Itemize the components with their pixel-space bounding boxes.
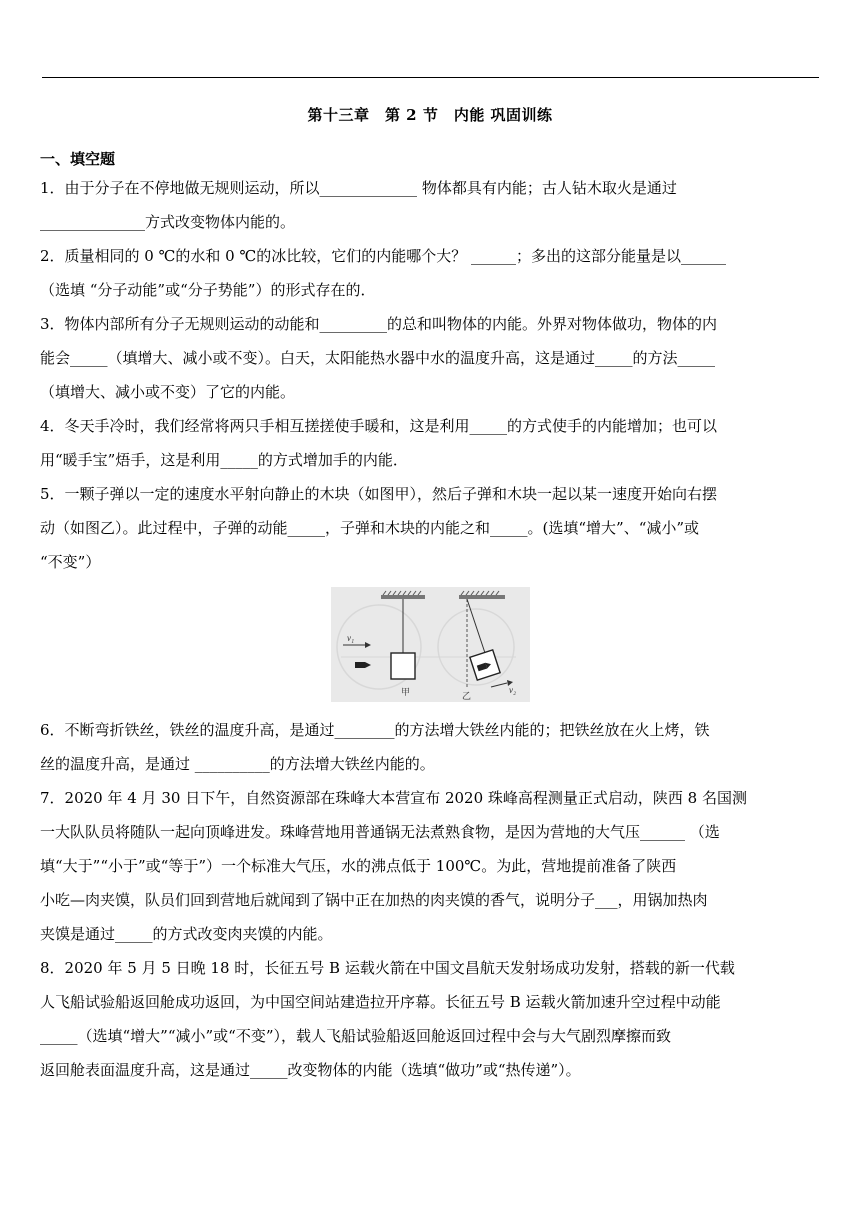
right-caption: 乙 <box>462 691 472 701</box>
text-line: 3．物体内部所有分子无规则运动的动能和_________的总和叫物体的内能。外界对物体做功，物体的内 <box>40 315 718 333</box>
page-title: 第十三章 第 2 节 内能 巩固训练 <box>307 106 553 124</box>
v1-label: v₁ <box>347 633 355 643</box>
text-line: 填“大于”“小于”或“等于”）一个标准大气压，水的沸点低于 100℃。为此，营地提前准备了陕西 <box>40 857 677 875</box>
text-line: _____（选填“增大”“减小”或“不变”），载人飞船试验船返回舱返回过程中会与大气剧烈摩擦而致 <box>40 1027 672 1045</box>
text-line: 动（如图乙）。此过程中，子弹的动能_____，子弹和木块的内能之和_____。(选填“增大”、“减小”或 <box>40 519 700 537</box>
text-line: 7．2020 年 4 月 30 日下午，自然资源部在珠峰大本营宣布 2020 珠峰高程测量正式启动，陕西 8 名国测 <box>40 789 747 807</box>
text-line: 人飞船试验船返回舱成功返回，为中国空间站建造拉开序幕。长征五号 B 运载火箭加速升空过程中动能 <box>40 993 721 1011</box>
left-caption: 甲 <box>401 687 411 697</box>
text-line: 1．由于分子在不停地做无规则运动，所以_____________ 物体都具有内能；古人钻木取火是通过 <box>40 179 677 197</box>
v2-label: v₂ <box>509 685 517 695</box>
pendulum-figure <box>331 587 530 702</box>
text-line: 小吃—肉夹馍，队员们回到营地后就闻到了锅中正在加热的肉夹馍的香气，说明分子___，用锅加热肉 <box>40 891 708 909</box>
text-line: 能会_____（填增大、减小或不变）。白天，太阳能热水器中水的温度升高，这是通过_____的方法_____ <box>40 349 716 367</box>
text-line: 夹馍是通过_____的方式改变肉夹馍的内能。 <box>40 925 333 943</box>
text-line: 2．质量相同的 0 ℃的水和 0 ℃的冰比较，它们的内能哪个大？ ______；多出的这部分能量是以______ <box>40 247 727 265</box>
text-line: 返回舱表面温度升高，这是通过_____改变物体的内能（选填“做功”或“热传递”）。 <box>40 1061 581 1079</box>
text-line: 5．一颗子弹以一定的速度水平射向静止的木块（如图甲），然后子弹和木块一起以某一速度开始向右摆 <box>40 485 718 503</box>
text-line: 6．不断弯折铁丝，铁丝的温度升高，是通过________的方法增大铁丝内能的；把铁丝放在火上烤，铁 <box>40 721 710 739</box>
text-line: 一大队队员将随队一起向顶峰进发。珠峰营地用普通锅无法煮熟食物，是因为营地的大气压______ （选 <box>40 823 720 841</box>
text-line: （选填 “分子动能”或“分子势能”）的形式存在的． <box>40 281 376 299</box>
text-line: “不变”） <box>40 553 101 571</box>
text-line: 8．2020 年 5 月 5 日晚 18 时，长征五号 B 运载火箭在中国文昌航天发射场成功发射，搭载的新一代载 <box>40 959 735 977</box>
top-rule <box>42 77 819 78</box>
text-line: （填增大、减小或不变）了它的内能。 <box>40 383 296 401</box>
text-line: ______________方式改变物体内能的。 <box>40 213 296 231</box>
text-line: 丝的温度升高，是通过 __________的方法增大铁丝内能的。 <box>40 755 435 773</box>
text-line: 4．冬天手冷时，我们经常将两只手相互搓搓使手暖和，这是利用_____的方式使手的内能增加；也可以 <box>40 417 718 435</box>
section-heading: 一、填空题 <box>40 150 116 168</box>
text-line: 用“暖手宝”焐手，这是利用_____的方式增加手的内能． <box>40 451 408 469</box>
